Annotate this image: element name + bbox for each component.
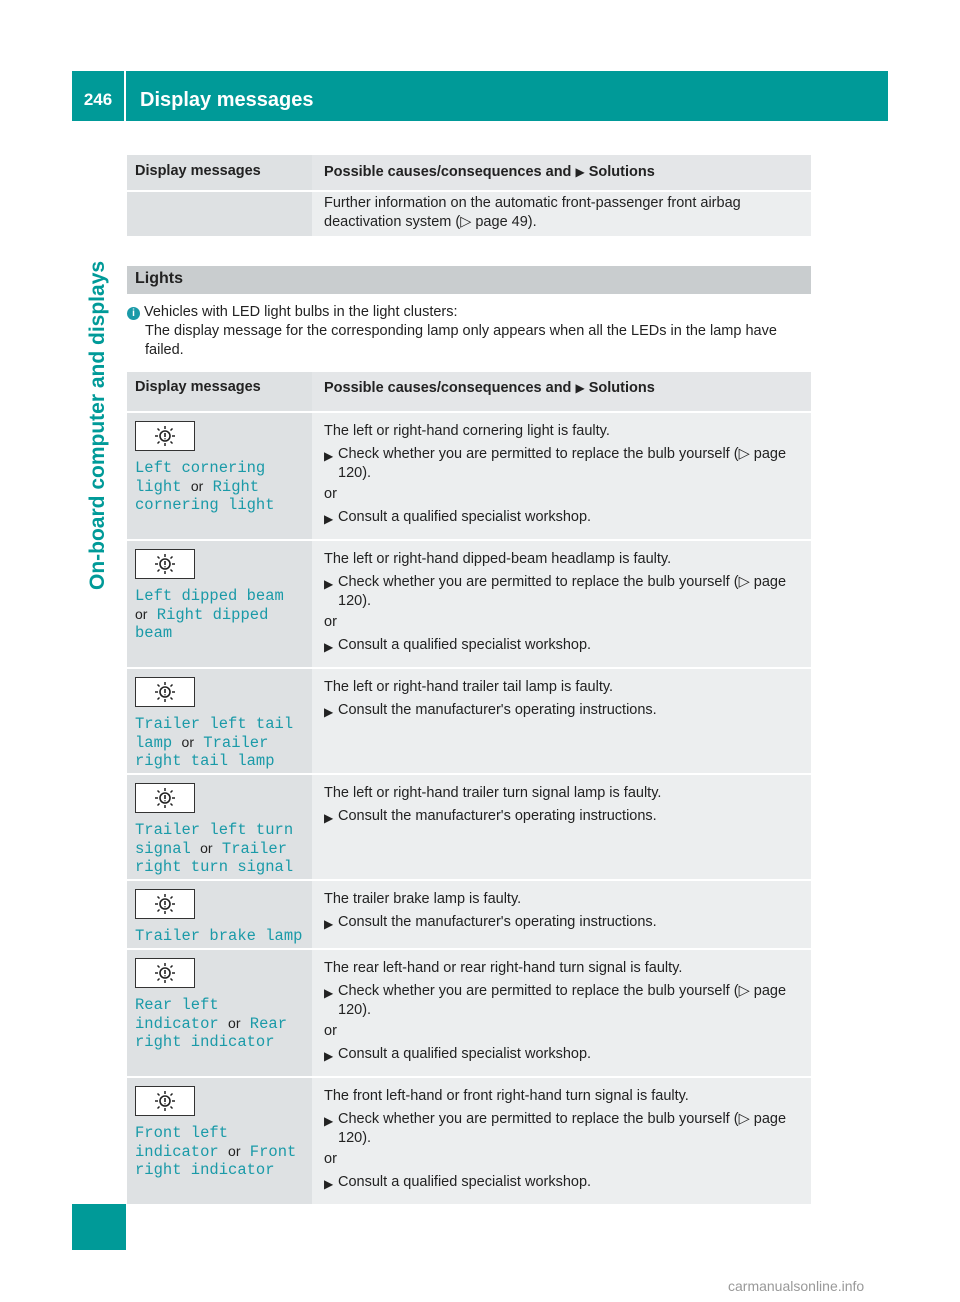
bulb-fault-icon <box>135 783 195 813</box>
step-text: Check whether you are permitted to replace the bulb yourself (▷ page 120). <box>338 574 787 609</box>
page-number: 246 <box>72 71 126 121</box>
solution-step <box>324 1045 801 1066</box>
section-title-lights: Lights <box>127 266 811 294</box>
solution-step <box>324 573 801 611</box>
message-cell <box>127 775 312 879</box>
message-text: Right cornering light <box>135 478 275 514</box>
cause-text: The left or right-hand trailer tail lamp is faulty. <box>324 679 614 695</box>
solution-cell <box>312 775 811 879</box>
solution-cell <box>312 1078 811 1204</box>
step-text: Consult a qualified specialist workshop. <box>338 1046 592 1062</box>
or-text: or <box>324 614 337 630</box>
display-message <box>135 459 304 514</box>
solution-arrow-icon: ▶ <box>575 165 585 179</box>
step-text: Consult a qualified specialist workshop. <box>338 509 592 525</box>
solution-cell <box>312 541 811 667</box>
message-text: Trailer left turn signal <box>135 821 294 858</box>
table-row <box>127 773 811 879</box>
col-header-solutions-text: Solutions <box>588 164 655 180</box>
info-note <box>127 303 817 360</box>
solution-arrow-icon: ▶ <box>324 449 334 463</box>
page-title: Display messages <box>140 88 314 111</box>
info-line-1: Vehicles with LED light bulbs in the light clusters: <box>144 304 458 320</box>
cause-text: The front left-hand or front right-hand turn signal is faulty. <box>324 1088 689 1104</box>
step-text: Consult a qualified specialist workshop. <box>338 637 592 653</box>
solution-step <box>324 445 801 483</box>
bulb-fault-icon <box>135 958 195 988</box>
cause-text: The left or right-hand cornering light is faulty. <box>324 423 610 439</box>
display-message <box>135 587 304 642</box>
solution-arrow-icon: ▶ <box>324 917 334 931</box>
col-header-causes-text: Possible causes/consequences and <box>324 164 572 180</box>
message-text: Trailer left tail lamp <box>135 715 294 752</box>
solution-step <box>324 508 801 529</box>
message-text: Front right indicator <box>135 1143 297 1179</box>
or-text: or <box>181 734 194 750</box>
solution-arrow-icon: ▶ <box>324 640 334 654</box>
solution-cell <box>312 881 811 948</box>
col-header-causes <box>312 372 811 411</box>
solution-cell <box>312 413 811 539</box>
solution-arrow-icon: ▶ <box>324 512 334 526</box>
solution-step <box>324 1110 801 1148</box>
col-header-causes <box>312 155 811 190</box>
step-text: Consult a qualified specialist workshop. <box>338 1174 592 1190</box>
watermark: carmanualsonline.info <box>728 1278 865 1294</box>
table-row <box>127 411 811 539</box>
or-text: or <box>135 606 148 622</box>
or-text: or <box>200 840 213 856</box>
message-text: Front left indicator <box>135 1124 229 1161</box>
side-tab-label: On-board computer and displays <box>86 260 109 590</box>
top-table-header <box>127 155 811 190</box>
col-header-causes-text: Possible causes/consequences and <box>324 380 572 396</box>
step-text: Check whether you are permitted to replace the bulb yourself (▷ page 120). <box>338 983 787 1018</box>
solution-arrow-icon: ▶ <box>324 1114 334 1128</box>
display-message <box>135 1124 304 1179</box>
col-header-messages: Display messages <box>127 372 312 411</box>
solution-arrow-icon: ▶ <box>324 705 334 719</box>
message-cell <box>127 541 312 667</box>
lights-table-header <box>127 372 811 411</box>
message-text: Trailer right tail lamp <box>135 734 275 770</box>
solution-arrow-icon: ▶ <box>324 811 334 825</box>
col-header-solutions-text: Solutions <box>588 380 655 396</box>
bulb-fault-icon <box>135 1086 195 1116</box>
message-cell <box>127 950 312 1076</box>
step-text: Consult the manufacturer's operating instructions. <box>338 702 657 718</box>
display-message <box>135 821 304 876</box>
solution-arrow-icon: ▶ <box>324 577 334 591</box>
solution-cell <box>312 950 811 1076</box>
cause-text: The rear left-hand or rear right-hand turn signal is faulty. <box>324 960 683 976</box>
display-message <box>135 927 304 945</box>
or-text: or <box>190 478 204 494</box>
page-header <box>72 71 888 121</box>
bulb-fault-icon <box>135 549 195 579</box>
message-text: Rear right indicator <box>135 1015 288 1051</box>
step-text: Consult the manufacturer's operating instructions. <box>338 914 657 930</box>
table-row <box>127 1076 811 1204</box>
display-message <box>135 996 304 1051</box>
message-cell <box>127 413 312 539</box>
message-text: Trailer brake lamp <box>135 927 303 945</box>
bulb-fault-icon <box>135 421 195 451</box>
table-row <box>127 190 811 236</box>
bulb-fault-icon <box>135 889 195 919</box>
or-text: or <box>324 1151 337 1167</box>
or-text: or <box>324 1023 337 1039</box>
solution-step <box>324 982 801 1020</box>
table-cell-empty <box>127 192 312 236</box>
solution-step <box>324 1173 801 1194</box>
solution-step <box>324 636 801 657</box>
solution-arrow-icon: ▶ <box>324 1049 334 1063</box>
step-text: Check whether you are permitted to replace the bulb yourself (▷ page 120). <box>338 446 787 481</box>
solution-arrow-icon: ▶ <box>324 986 334 1000</box>
table-cell-text: Further information on the automatic front-passenger front airbag deactivation system (▷ page 49). <box>312 192 811 236</box>
message-text: Left dipped beam <box>135 587 284 605</box>
side-tab-marker <box>72 1204 126 1250</box>
table-row <box>127 667 811 773</box>
display-message <box>135 715 304 770</box>
info-icon: i <box>127 307 140 320</box>
message-cell <box>127 881 312 948</box>
solution-arrow-icon: ▶ <box>324 1177 334 1191</box>
solution-cell <box>312 669 811 773</box>
lights-table <box>127 372 811 1204</box>
or-text: or <box>228 1143 241 1159</box>
cause-text: The trailer brake lamp is faulty. <box>324 891 522 907</box>
cause-text: The left or right-hand dipped-beam headlamp is faulty. <box>324 551 672 567</box>
message-text: Right dipped beam <box>135 606 269 642</box>
solution-arrow-icon: ▶ <box>575 381 585 395</box>
or-text: or <box>324 486 337 502</box>
message-text: Left cornering light <box>135 459 266 496</box>
top-table <box>127 155 811 236</box>
info-line-2: The display message for the corresponding lamp only appears when all the LEDs in the lamp have failed. <box>145 323 777 358</box>
solution-step <box>324 913 801 934</box>
or-text: or <box>228 1015 241 1031</box>
solution-step <box>324 807 801 828</box>
message-text: Rear left indicator <box>135 996 219 1033</box>
table-row <box>127 948 811 1076</box>
bulb-fault-icon <box>135 677 195 707</box>
step-text: Consult the manufacturer's operating instructions. <box>338 808 657 824</box>
col-header-messages: Display messages <box>127 155 312 190</box>
message-text: Trailer right turn signal <box>135 840 294 876</box>
step-text: Check whether you are permitted to replace the bulb yourself (▷ page 120). <box>338 1111 787 1146</box>
solution-step <box>324 701 801 722</box>
table-row <box>127 539 811 667</box>
message-cell <box>127 669 312 773</box>
cause-text: The left or right-hand trailer turn signal lamp is faulty. <box>324 785 662 801</box>
message-cell <box>127 1078 312 1204</box>
table-row <box>127 879 811 948</box>
